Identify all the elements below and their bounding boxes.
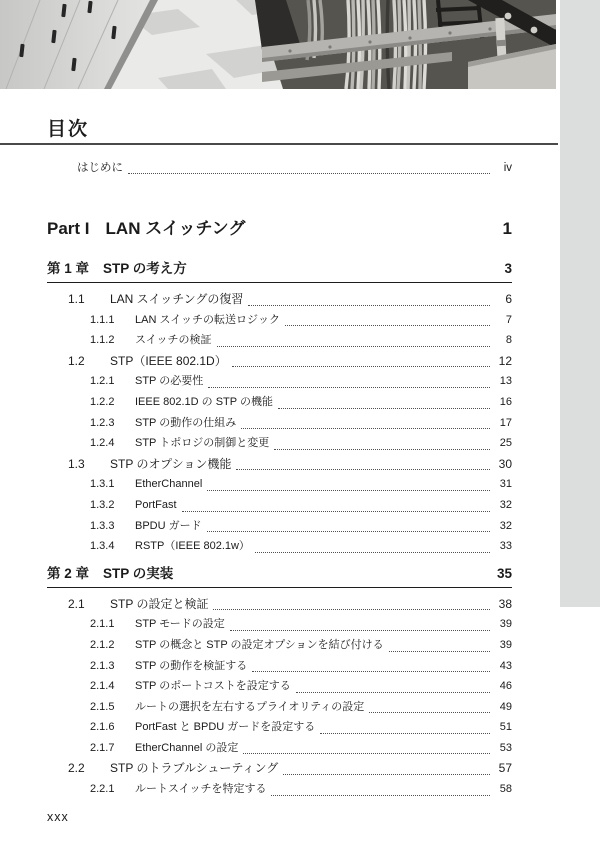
entry-page: 43 (499, 659, 512, 672)
toc-part-heading (47, 216, 512, 242)
entry-label: STP の概念と STP の設定オプションを結び付ける (135, 638, 384, 651)
dot-leader (389, 651, 490, 652)
chapter-page: 35 (496, 565, 512, 581)
entry-number: 1.2.2 (90, 395, 115, 408)
entry-page: 46 (499, 680, 512, 693)
entry-number: 2.1.1 (90, 618, 115, 631)
entry-number: 2.1.3 (90, 659, 115, 672)
chapter-number: 第 2 章 (47, 565, 90, 581)
entry-label: STP のトラブルシューティング (110, 761, 279, 776)
entry-label: ルートスイッチを特定する (135, 783, 267, 796)
toc-entry (47, 413, 512, 434)
entry-number: 2.1.4 (90, 680, 115, 693)
page-title: 目次 (47, 118, 90, 140)
entry-label: STP の動作を検証する (135, 659, 248, 672)
dot-leader (207, 490, 490, 491)
title-rule-divider (0, 143, 558, 145)
part-title: LAN スイッチング (105, 219, 246, 238)
entry-page: 13 (499, 375, 512, 388)
entry-number: 1.2.4 (90, 437, 115, 450)
toc-entry (47, 717, 512, 738)
dot-leader (217, 346, 490, 347)
dot-leader (248, 305, 490, 306)
table-of-contents (47, 158, 512, 800)
server-room-photo (0, 0, 556, 89)
dot-leader (230, 630, 490, 631)
chapter-number: 第 1 章 (47, 261, 90, 276)
entry-page: 32 (499, 498, 512, 511)
entry-page: 49 (499, 700, 512, 713)
entry-label: STP のポートコストを設定する (135, 680, 291, 693)
entry-number: 2.1.2 (90, 638, 115, 651)
entry-label: LAN スイッチの転送ロジック (135, 313, 281, 326)
entry-label: STP モードの設定 (135, 618, 225, 631)
chapter-page: 3 (504, 261, 512, 276)
dot-leader (243, 753, 490, 754)
entry-number: 2.1.7 (90, 741, 115, 754)
entry-number: 1.1.1 (90, 313, 115, 326)
entry-page: 8 (505, 334, 512, 347)
entry-label: IEEE 802.1D の STP の機能 (135, 395, 273, 408)
entry-number: 2.1.5 (90, 700, 115, 713)
dot-leader (128, 173, 490, 174)
toc-entry (47, 351, 512, 372)
dot-leader (208, 387, 490, 388)
entry-number: 2.2.1 (90, 783, 115, 796)
folio-page-number: xxx (47, 810, 69, 824)
dot-leader (285, 325, 490, 326)
toc-entry (47, 614, 512, 635)
entry-page: 31 (499, 478, 512, 491)
toc-entry (47, 635, 512, 656)
entry-page: 39 (499, 618, 512, 631)
dot-leader (283, 774, 490, 775)
entry-label: はじめに (77, 162, 123, 174)
entry-label: STP トポロジの制御と変更 (135, 437, 270, 450)
entry-label: PortFast と BPDU ガードを設定する (135, 721, 316, 734)
toc-entry (47, 697, 512, 718)
entry-page: 57 (498, 761, 512, 776)
dot-leader (207, 531, 490, 532)
dot-leader (320, 733, 490, 734)
toc-entry (47, 330, 512, 351)
chapter-title: STP の考え方 (103, 261, 187, 276)
entry-label: スイッチの検証 (135, 334, 212, 347)
toc-chapter-1-heading (47, 260, 512, 283)
toc-entry (47, 454, 512, 475)
entry-page: 51 (499, 721, 512, 734)
entry-label: STP の必要性 (135, 375, 204, 388)
entry-number: 2.2 (68, 761, 85, 776)
toc-entry (47, 433, 512, 454)
toc-entry (47, 536, 512, 557)
entry-label: BPDU ガード (135, 519, 202, 532)
entry-label: RSTP（IEEE 802.1w） (135, 540, 250, 553)
entry-number: 2.1.6 (90, 721, 115, 734)
toc-entry (47, 656, 512, 677)
toc-entry (47, 474, 512, 495)
dot-leader (232, 366, 490, 367)
toc-entry (47, 516, 512, 537)
dot-leader (296, 692, 490, 693)
dot-leader (236, 469, 490, 470)
dot-leader (182, 511, 490, 512)
toc-entry (47, 495, 512, 516)
entry-number: 1.3.2 (90, 498, 115, 511)
entry-page: 25 (499, 437, 512, 450)
toc-entry (47, 392, 512, 413)
toc-entry-intro (47, 158, 512, 178)
dot-leader (271, 795, 490, 796)
entry-label: ルートの選択を左右するプライオリティの設定 (135, 700, 365, 713)
toc-entry (47, 371, 512, 392)
entry-number: 1.1.2 (90, 334, 115, 347)
entry-number: 1.2.1 (90, 375, 115, 388)
entry-page: 58 (499, 783, 512, 796)
entry-number: 1.3.3 (90, 519, 115, 532)
entry-page: 30 (498, 456, 512, 471)
entry-number: 1.1 (68, 292, 85, 306)
dot-leader (274, 449, 490, 450)
dot-leader (241, 428, 490, 429)
entry-label: STP の設定と検証 (110, 596, 209, 611)
part-number: Part I (47, 219, 90, 238)
entry-label: EtherChannel (135, 478, 203, 491)
toc-entry (47, 779, 512, 800)
entry-number: 1.3.4 (90, 540, 115, 553)
entry-page: 12 (498, 353, 512, 368)
server-room-photo-art (0, 0, 556, 89)
toc-entry (47, 676, 512, 697)
toc-entry (47, 289, 512, 310)
toc-entry (47, 758, 512, 779)
dot-leader (278, 408, 490, 409)
entry-page: 32 (499, 519, 512, 532)
entry-number: 1.2.3 (90, 416, 115, 429)
dot-leader (252, 671, 490, 672)
entry-number: 1.3.1 (90, 478, 115, 491)
part-page: 1 (502, 219, 512, 238)
dot-leader (213, 609, 490, 610)
chapter-title: STP の実装 (103, 565, 174, 581)
toc-entry (47, 738, 512, 759)
dot-leader (255, 552, 490, 553)
toc-entry (47, 310, 512, 331)
entry-label: STP の動作の仕組み (135, 416, 237, 429)
entry-number: 1.3 (68, 456, 85, 471)
page-edge-strip (560, 0, 600, 607)
entry-number: 1.2 (68, 353, 85, 368)
entry-page: iv (503, 162, 512, 174)
entry-page: 53 (499, 741, 512, 754)
entry-page: 17 (499, 416, 512, 429)
entry-label: STP のオプション機能 (110, 456, 232, 471)
entry-label: STP（IEEE 802.1D） (110, 353, 227, 368)
entry-label: PortFast (135, 498, 177, 511)
toc-entry (47, 594, 512, 615)
entry-number: 2.1 (68, 596, 85, 611)
entry-page: 38 (498, 596, 512, 611)
entry-page: 33 (499, 540, 512, 553)
entry-page: 39 (499, 638, 512, 651)
dot-leader (369, 712, 490, 713)
entry-page: 6 (505, 292, 512, 306)
entry-label: LAN スイッチングの復習 (110, 292, 244, 306)
toc-chapter-2-heading (47, 565, 512, 588)
entry-label: EtherChannel の設定 (135, 741, 239, 754)
entry-page: 7 (505, 313, 512, 326)
entry-page: 16 (499, 395, 512, 408)
